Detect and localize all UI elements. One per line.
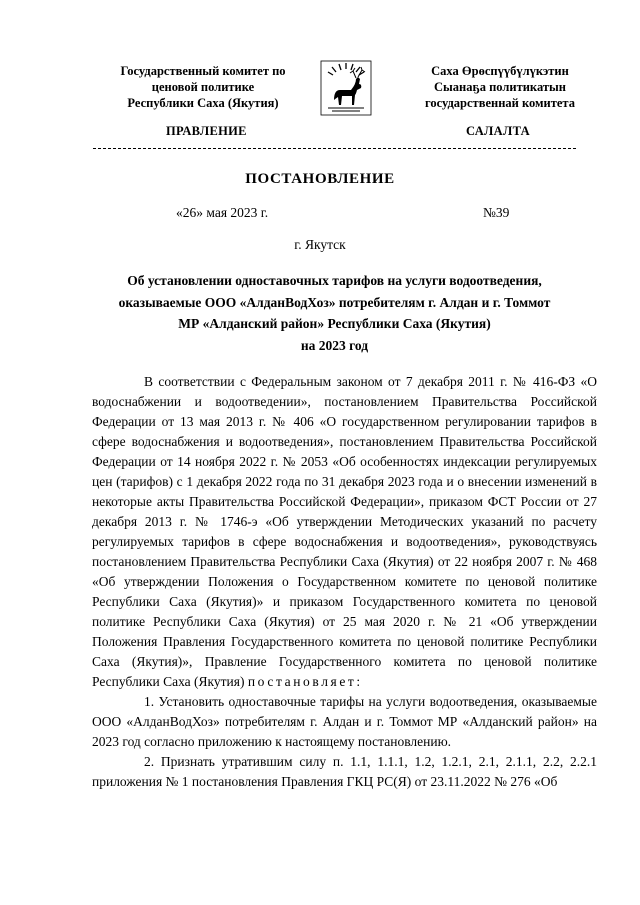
coat-of-arms-icon (320, 60, 372, 116)
committee-name-russian (92, 63, 314, 111)
item-2-paragraph: 2. Признать утратившим силу п. 1.1, 1.1.1, 1.2, 1.2.1, 2.1, 2.1.1, 2.2, 2.2.1 приложения № 1 постановления Правления ГКЦ РС(Я) от 23.11.2022 № 276 «Об (92, 754, 597, 789)
document-body (92, 372, 597, 792)
committee-name-line: ценовой политике (151, 80, 255, 94)
preamble-paragraph (92, 372, 597, 692)
title-line: на 2023 год (300, 337, 369, 353)
preamble-text: В соответствии с Федеральным законом от 7 декабря 2011 г. № 416-ФЗ «О водоснабжении и водоотведении», постановлением Правительства Российской Федерации от 13 мая 2013 г. № 406 «О государственном регулировании тарифов в сфере водоснабжения и водоотведения», постановлением Правительства Российской Федерации от 14 ноября 2022 г. № 2053 «Об особенностях индексации регулируемых цен (тарифов) с 1 декабря 2022 года по 31 декабря 2023 года и о внесении изменений в некоторые акты Правительства Российской Федерации», приказом ФСТ России от 27 декабря 2013 г. № 1746-э «Об утверждении Методических указаний по расчету регулируемых тарифов в сфере водоснабжения и водоотведения», руководствуясь постановлением Правительства Республики Саха (Якутия) от 22 ноября 2007 г. № 468 «Об утверждении Положения о Государственном комитете по ценовой политике Республики Саха (Якутия)» и приказом Государственного комитета по ценовой политике Республики Саха (Якутия) от 25 мая 2020 г. № 21 «Об утверждении Положения Правления Государственного комитета по ценовой политике Республики Саха (Якутия)», Правление Государственного комитета по ценовой политике Республики Саха (Якутия) (92, 374, 597, 689)
document-number: №39 (483, 205, 510, 220)
document-title (92, 270, 577, 356)
item-1-paragraph: 1. Установить одноставочные тарифы на услуги водоотведения, оказываемые ООО «АлданВодХоз» потребителям г. Алдан и г. Томмот МР «Алданский район» на 2023 год согласно приложению к настоящему постановлению. (92, 694, 597, 749)
committee-name-line: Саха Өрөспүүбүлүкэтин (431, 64, 569, 78)
title-line: оказываемые ООО «АлданВодХоз» потребителям г. Алдан и г. Томмот (118, 294, 551, 310)
committee-name-line: Государственный комитет по (120, 64, 286, 78)
committee-name-yakut (400, 63, 600, 111)
board-label-yakut: САЛАЛТА (466, 124, 530, 138)
document-date: «26» мая 2023 г. (176, 205, 269, 220)
header-divider (93, 148, 576, 149)
committee-name-line: Республики Саха (Якутия) (127, 96, 279, 110)
title-line: МР «Алданский район» Республики Саха (Якутия) (178, 316, 491, 331)
resolves-word: постановляет: (247, 674, 363, 689)
document-type: ПОСТАНОВЛЕНИЕ (245, 171, 395, 187)
document-city: г. Якутск (294, 237, 346, 252)
board-label-russian: ПРАВЛЕНИЕ (166, 124, 247, 138)
title-line: Об установлении одноставочных тарифов на услуги водоотведения, (127, 273, 542, 288)
committee-name-line: Сыанаҕа политикатын (434, 80, 566, 94)
committee-name-line: государственнай комитета (425, 96, 575, 110)
